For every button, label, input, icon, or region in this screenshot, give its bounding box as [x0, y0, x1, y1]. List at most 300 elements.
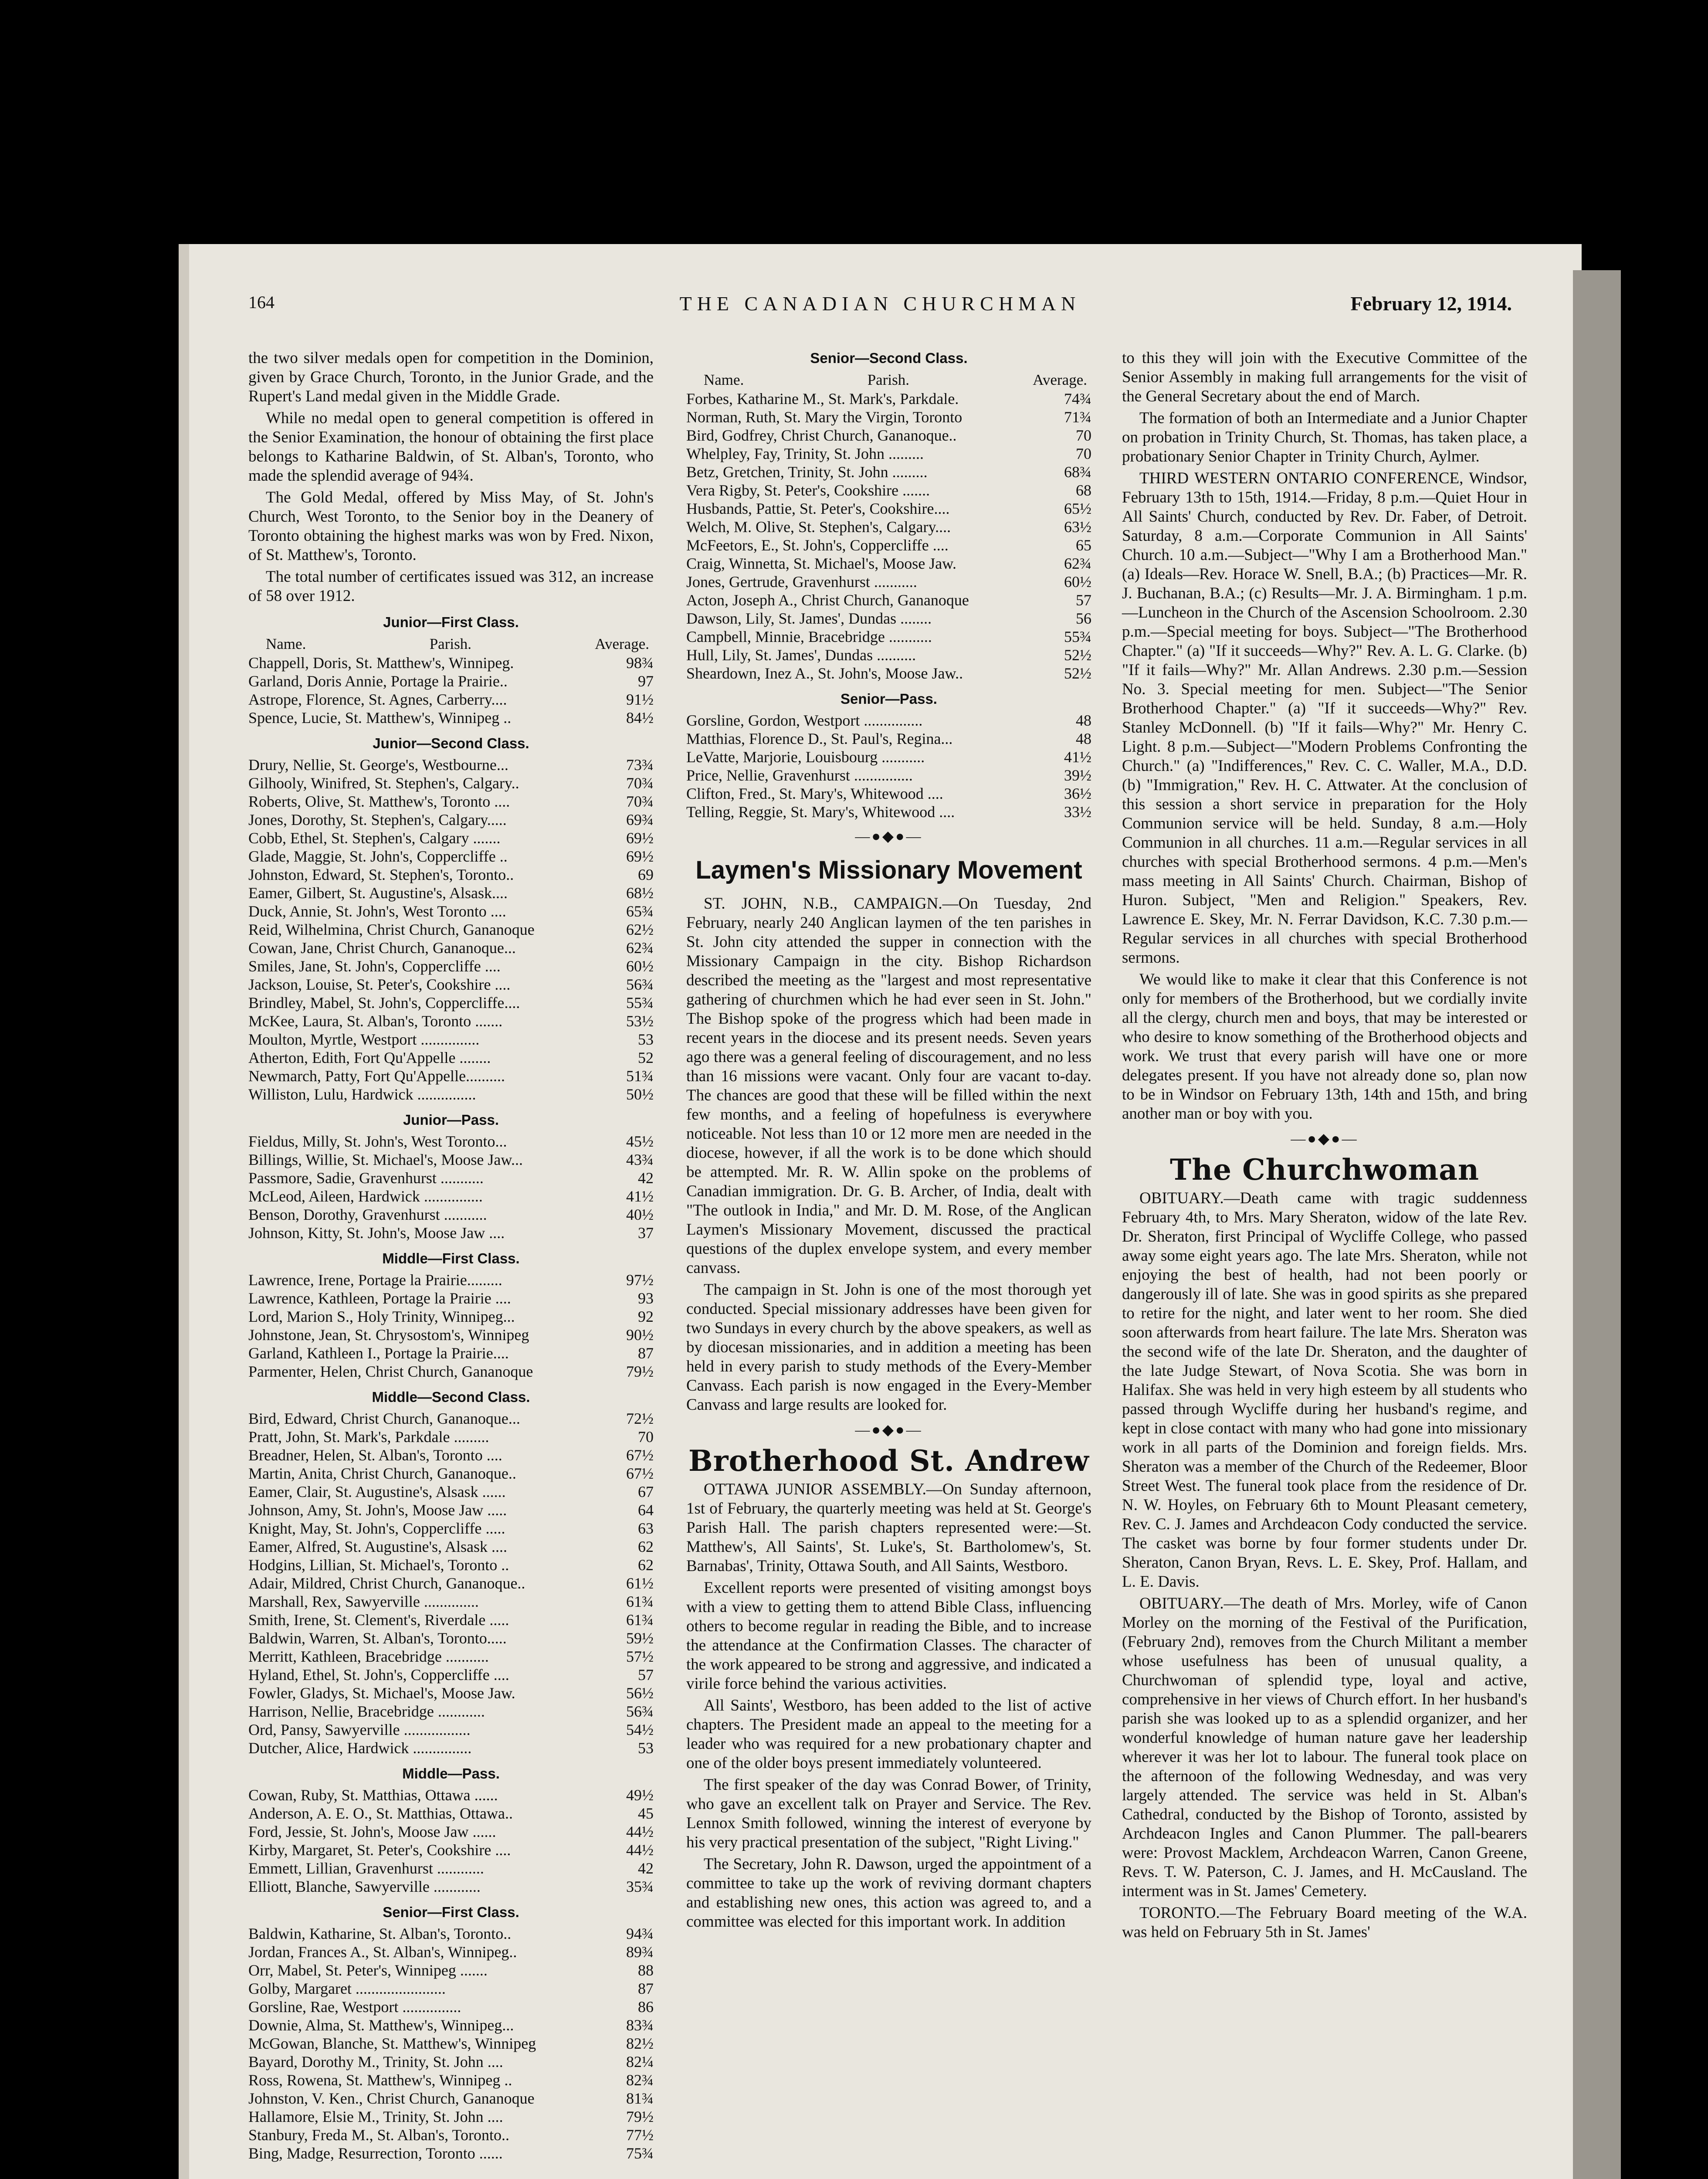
- list-item: [248, 1030, 654, 1049]
- entry-name: Atherton, Edith, Fort Qu'Appelle ........: [248, 1049, 491, 1066]
- result-list: [686, 711, 1091, 821]
- entry-average: 98¾: [626, 654, 654, 672]
- entry-name: Matthias, Florence D., St. Paul's, Regina...: [686, 730, 953, 747]
- entry-average: 65½: [1064, 500, 1091, 517]
- entry-average: 89¾: [626, 1943, 654, 1961]
- paragraph: The total number of certificates issued was 312, an increase of 58 over 1912.: [248, 568, 654, 605]
- paragraph: TORONTO.—The February Board meeting of the W.A. was held on February 5th in St. James': [1122, 1904, 1527, 1941]
- entry-name: Merritt, Kathleen, Bracebridge ...........: [248, 1648, 489, 1665]
- header-average: Average.: [1033, 371, 1087, 388]
- entry-average: 64: [638, 1501, 654, 1519]
- entry-average: 70: [1076, 427, 1091, 444]
- entry-average: 97½: [626, 1271, 654, 1289]
- result-list: [248, 756, 654, 1103]
- list-item: [248, 1877, 654, 1896]
- entry-name: McGowan, Blanche, St. Matthew's, Winnipeg: [248, 2035, 536, 2052]
- list-item: [686, 518, 1091, 536]
- entry-name: Jones, Gertrude, Gravenhurst ...........: [686, 573, 917, 591]
- entry-name: Fowler, Gladys, St. Michael's, Moose Jaw.: [248, 1684, 515, 1702]
- entry-name: Telling, Reggie, St. Mary's, Whitewood ....: [686, 803, 955, 821]
- entry-name: Clifton, Fred., St. Mary's, Whitewood ....: [686, 785, 943, 802]
- list-item: [248, 1205, 654, 1224]
- entry-name: Anderson, A. E. O., St. Matthias, Ottawa..: [248, 1805, 513, 1822]
- entry-average: 41½: [626, 1188, 654, 1205]
- entry-average: 37: [638, 1224, 654, 1242]
- list-item: [686, 408, 1091, 426]
- entry-average: 70: [1076, 445, 1091, 462]
- entry-name: Smith, Irene, St. Clement's, Riverdale .....: [248, 1611, 509, 1629]
- list-item: [248, 2126, 654, 2144]
- issue-date: February 12, 1914.: [1350, 292, 1512, 315]
- list-item: [248, 1428, 654, 1446]
- paragraph: The Secretary, John R. Dawson, urged the appointment of a committee to take up the work of reviving dormant chapters and establishing new ones, this action was agreed to, and a committee was elected for this important work. In addition: [686, 1855, 1091, 1931]
- entry-name: Garland, Kathleen I., Portage la Prairie....: [248, 1344, 509, 1362]
- list-item: [248, 1169, 654, 1187]
- entry-name: Marshall, Rex, Sawyerville ..............: [248, 1593, 479, 1610]
- entry-average: 53: [638, 1739, 654, 1757]
- page-binding-edge: [179, 244, 189, 2179]
- entry-average: 86: [638, 1998, 654, 2016]
- entry-average: 75¾: [626, 2145, 654, 2162]
- entry-name: Smiles, Jane, St. John's, Coppercliffe ....: [248, 957, 501, 975]
- entry-average: 35¾: [626, 1878, 654, 1895]
- entry-name: Eamer, Gilbert, St. Augustine's, Alsask....: [248, 884, 508, 902]
- entry-name: Fieldus, Milly, St. John's, West Toronto...: [248, 1133, 507, 1150]
- list-item: [686, 573, 1091, 591]
- list-item: [248, 1943, 654, 1961]
- entry-name: Sheardown, Inez A., St. John's, Moose Jaw..: [686, 665, 963, 682]
- entry-average: 65¾: [626, 903, 654, 920]
- entry-average: 87: [638, 1980, 654, 1997]
- list-item: [248, 690, 654, 709]
- entry-name: Bing, Madge, Resurrection, Toronto ......: [248, 2145, 503, 2162]
- list-item: [248, 1859, 654, 1877]
- entry-name: Orr, Mabel, St. Peter's, Winnipeg .......: [248, 1962, 488, 1979]
- entry-average: 82¾: [626, 2071, 654, 2089]
- entry-average: 82½: [626, 2035, 654, 2052]
- entry-average: 69½: [626, 829, 654, 847]
- entry-average: 92: [638, 1308, 654, 1325]
- list-item: [686, 536, 1091, 554]
- entry-name: Craig, Winnetta, St. Michael's, Moose Jaw.: [686, 555, 956, 572]
- entry-name: Garland, Doris Annie, Portage la Prairie..: [248, 672, 508, 690]
- entry-name: McFeetors, E., St. John's, Coppercliffe ....: [686, 536, 949, 554]
- paragraph: While no medal open to general competition is offered in the Senior Examination, the honour of obtaining the first place belongs to Katharine Baldwin, of St. Alban's, Toronto, who made the splendid average of 94¾.: [248, 409, 654, 485]
- list-item: [686, 554, 1091, 573]
- list-item: [686, 803, 1091, 821]
- list-item: [248, 865, 654, 884]
- entry-average: 81¾: [626, 2090, 654, 2107]
- entry-name: Drury, Nellie, St. George's, Westbourne...: [248, 756, 508, 774]
- entry-average: 61¾: [626, 1611, 654, 1629]
- list-item: [248, 902, 654, 920]
- entry-average: 68½: [626, 884, 654, 902]
- list-item: [248, 1666, 654, 1684]
- entry-name: Spence, Lucie, St. Matthew's, Winnipeg ..: [248, 709, 512, 726]
- entry-name: Hallamore, Elsie M., Trinity, St. John ....: [248, 2108, 503, 2125]
- list-item: [686, 390, 1091, 408]
- entry-average: 70¾: [626, 793, 654, 810]
- list-item: [248, 1786, 654, 1804]
- paragraph: OTTAWA JUNIOR ASSEMBLY.—On Sunday afternoon, 1st of February, the quarterly meeting was held at St. George's Parish Hall. The parish chapters represented were:—St. Matthew's, All Saints', St. Luke's, St. Bartholomew's, St. Barnabas', Trinity, Ottawa South, and All Saints, Westboro.: [686, 1480, 1091, 1575]
- list-item: [248, 1739, 654, 1757]
- entry-average: 61¾: [626, 1593, 654, 1610]
- header-name: Name.: [266, 635, 306, 652]
- entry-name: Cowan, Jane, Christ Church, Gananoque...: [248, 939, 516, 957]
- entry-average: 68¾: [1064, 463, 1091, 481]
- entry-average: 42: [638, 1169, 654, 1187]
- list-item: [248, 975, 654, 994]
- entry-average: 49½: [626, 1786, 654, 1804]
- entry-average: 51¾: [626, 1067, 654, 1085]
- entry-name: Lord, Marion S., Holy Trinity, Winnipeg...: [248, 1308, 515, 1325]
- header-parish: Parish.: [867, 371, 909, 388]
- list-item: [248, 2108, 654, 2126]
- list-item: [248, 1684, 654, 1702]
- entry-name: McKee, Laura, St. Alban's, Toronto .......: [248, 1012, 503, 1030]
- paragraph: OBITUARY.—Death came with tragic suddenness February 4th, to Mrs. Mary Sheraton, widow of the late Rev. Dr. Sheraton, first Principal of Wycliffe College, who passed away some eight years ago. The late Mrs. Sheraton, while not enjoying the best of health, had not been poorly or dangerously ill of late. She was in good spirits as she prepared to retire for the night, and later went to her room. She died soon afterwards from heart failure. The late Mrs. Sheraton was the second wife of the late Dr. Sheraton, and the daughter of the late Judge Stewart, of Nova Scotia. She was born in Halifax. She was held in very high esteem by all students who passed through Wycliffe during her husband's regime, and kept in close contact with many who had gone into missionary work in all parts of the Dominion and foreign fields. Mrs. Sheraton was a member of the Church of the Redeemer, Bloor Street West. The funeral took place from the residence of Dr. N. W. Hoyles, on February 6th to Mount Pleasant cemetery, Rev. C. J. James and Archdeacon Cody conducted the service. The casket was borne by four former students under Dr. Sheraton, Canon Bryan, Revs. L. E. Skey, Prof. Hallam, and L. E. Davis.: [1122, 1189, 1527, 1591]
- entry-average: 39½: [1064, 767, 1091, 784]
- list-item: [248, 884, 654, 902]
- list-item: [248, 709, 654, 727]
- list-item: [248, 1224, 654, 1242]
- paragraph: the two silver medals open for competition in the Dominion, given by Grace Church, Toronto, in the Junior Grade, and the Rupert's Land medal given in the Middle Grade.: [248, 349, 654, 405]
- entry-average: 67: [638, 1483, 654, 1500]
- entry-name: Cobb, Ethel, St. Stephen's, Calgary .......: [248, 829, 501, 847]
- entry-average: 45½: [626, 1133, 654, 1150]
- entry-name: Jones, Dorothy, St. Stephen's, Calgary.....: [248, 811, 507, 828]
- header-name: Name.: [704, 371, 744, 388]
- list-item: [686, 730, 1091, 748]
- list-item: [248, 1409, 654, 1428]
- entry-name: McLeod, Aileen, Hardwick ...............: [248, 1188, 483, 1205]
- entry-average: 97: [638, 672, 654, 690]
- entry-name: Campbell, Minnie, Bracebridge ...........: [686, 628, 932, 645]
- entry-average: 93: [638, 1290, 654, 1307]
- entry-average: 70: [638, 1428, 654, 1446]
- column-2: [686, 349, 1091, 1934]
- entry-name: Parmenter, Helen, Christ Church, Gananoque: [248, 1363, 533, 1380]
- entry-average: 55¾: [626, 994, 654, 1011]
- list-item: [686, 609, 1091, 628]
- section-subhead: Junior—First Class.: [383, 614, 519, 630]
- result-list: [248, 654, 654, 727]
- entry-average: 59½: [626, 1629, 654, 1647]
- list-item: [686, 591, 1091, 609]
- paragraph: The formation of both an Intermediate and a Junior Chapter on probation in Trinity Church, St. Thomas, has taken place, a probationary Senior Chapter in Trinity Church, Aylmer.: [1122, 409, 1527, 465]
- entry-average: 52: [638, 1049, 654, 1066]
- list-item: [248, 1049, 654, 1067]
- list-item: [248, 792, 654, 811]
- entry-average: 87: [638, 1344, 654, 1362]
- entry-name: Dawson, Lily, St. James', Dundas ........: [686, 610, 932, 627]
- section-subhead: Senior—Second Class.: [810, 350, 968, 366]
- list-item: [248, 1289, 654, 1307]
- paragraph: OBITUARY.—The death of Mrs. Morley, wife of Canon Morley on the morning of the Festival of the Purification, (February 2nd), removes from the Church Militant a member whose usefulness has been of unusual quality, a Churchwoman of splendid type, loyal and active, comprehensive in her views of Church effort. In her husband's parish she was looked up to as a splendid organizer, and her wonderful knowledge of human nature gave her leadership wherever it was her lot to labour. The funeral took place on the afternoon of the following Wednesday, and was very largely attended. The service was held in St. Alban's Cathedral, conducted by the Bishop of Toronto, assisted by Archdeacon Ingles and Canon Plummer. The pall-bearers were: Provost Macklem, Archdeacon Warren, Canon Greene, Revs. T. W. Paterson, C. J. James, and H. McCausland. The interment was in St. James' Cemetery.: [1122, 1595, 1527, 1900]
- list-item: [686, 664, 1091, 682]
- result-list: [248, 1271, 654, 1381]
- paragraph: The campaign in St. John is one of the most thorough yet conducted. Special missionary addresses have been given for two Sundays in every church by the above speakers, as well as by diocesan missionaries, and in addition a meeting has been held in every parish to study methods of the Every-Member Canvass. Each parish is now engaged in the Every-Member Canvass and large results are looked for.: [686, 1281, 1091, 1414]
- entry-name: Whelpley, Fay, Trinity, St. John .........: [686, 445, 924, 462]
- result-list: [248, 1786, 654, 1896]
- entry-name: Moulton, Myrtle, Westport ...............: [248, 1031, 480, 1048]
- entry-average: 88: [638, 1962, 654, 1979]
- list-item: [248, 1979, 654, 1998]
- entry-average: 79½: [626, 2108, 654, 2125]
- list-item: [248, 811, 654, 829]
- entry-average: 60½: [1064, 573, 1091, 591]
- list-item: [248, 1132, 654, 1151]
- page-number: 164: [248, 292, 274, 312]
- list-item: [248, 1085, 654, 1103]
- entry-average: 69¾: [626, 811, 654, 828]
- entry-average: 36½: [1064, 785, 1091, 802]
- section-subhead: Junior—Second Class.: [373, 735, 529, 751]
- entry-name: Price, Nellie, Gravenhurst ...............: [686, 767, 913, 784]
- section-subhead: Junior—Pass.: [403, 1112, 499, 1128]
- paragraph: All Saints', Westboro, has been added to the list of active chapters. The President made an appeal to the meeting for a leader who was required for a new probationary chapter and one of the older boys present immediately volunteered.: [686, 1697, 1091, 1772]
- list-item: [248, 1702, 654, 1721]
- list-item: [248, 2034, 654, 2053]
- entry-name: Hyland, Ethel, St. John's, Coppercliffe ....: [248, 1666, 509, 1683]
- list-item: [686, 784, 1091, 803]
- entry-name: Breadner, Helen, St. Alban's, Toronto ....: [248, 1446, 502, 1464]
- entry-average: 91½: [626, 691, 654, 708]
- result-list: [248, 1409, 654, 1757]
- list-item: [248, 1446, 654, 1464]
- entry-name: Eamer, Clair, St. Augustine's, Alsask ......: [248, 1483, 506, 1500]
- entry-average: 40½: [626, 1206, 654, 1223]
- entry-name: Johnston, V. Ken., Christ Church, Gananoque: [248, 2090, 535, 2107]
- list-item: [248, 756, 654, 774]
- list-item: [686, 766, 1091, 784]
- list-item: [248, 1483, 654, 1501]
- entry-average: 62½: [626, 921, 654, 938]
- entry-average: 44½: [626, 1841, 654, 1859]
- section-subhead: Senior—First Class.: [383, 1904, 519, 1920]
- entry-average: 82¼: [626, 2053, 654, 2070]
- entry-name: Bayard, Dorothy M., Trinity, St. John ....: [248, 2053, 503, 2070]
- list-item: [686, 445, 1091, 463]
- column-3: [1122, 349, 1527, 1945]
- entry-average: 44½: [626, 1823, 654, 1840]
- list-item: [686, 481, 1091, 499]
- header-average: Average.: [595, 635, 649, 652]
- entry-average: 72½: [626, 1410, 654, 1427]
- list-item: [248, 1841, 654, 1859]
- result-list: [248, 1924, 654, 2162]
- entry-average: 55¾: [1064, 628, 1091, 645]
- entry-name: Williston, Lulu, Hardwick ...............: [248, 1086, 476, 1103]
- paragraph: Excellent reports were presented of visiting amongst boys with a view to getting them to attend Bible Class, influencing others to become regular in reading the Bible, and to increase the attendance at the Confirmation Classes. The character of the work appeared to be strong and aggressive, and indicated a virile force behind the various activities.: [686, 1579, 1091, 1693]
- entry-name: Welch, M. Olive, St. Stephen's, Calgary....: [686, 518, 951, 536]
- entry-name: Martin, Anita, Christ Church, Gananoque..: [248, 1465, 516, 1482]
- entry-average: 62¾: [626, 939, 654, 957]
- entry-average: 63: [638, 1520, 654, 1537]
- entry-name: Reid, Wilhelmina, Christ Church, Gananoque: [248, 921, 535, 938]
- entry-average: 62¾: [1064, 555, 1091, 572]
- list-item: [686, 711, 1091, 730]
- list-item: [686, 463, 1091, 481]
- entry-average: 53½: [626, 1012, 654, 1030]
- entry-name: Gorsline, Rae, Westport ...............: [248, 1998, 461, 2016]
- list-item: [248, 2144, 654, 2162]
- paragraph: to this they will join with the Executive Committee of the Senior Assembly in making full arrangements for the visit of the General Secretary about the end of March.: [1122, 349, 1527, 405]
- column-1: [248, 349, 654, 2162]
- list-item: [248, 1823, 654, 1841]
- entry-name: Duck, Annie, St. John's, West Toronto ....: [248, 903, 506, 920]
- entry-average: 68: [1076, 482, 1091, 499]
- entry-name: LeVatte, Marjorie, Louisbourg ...........: [686, 748, 925, 766]
- list-item: [248, 1998, 654, 2016]
- list-item: [248, 1629, 654, 1647]
- entry-name: Chappell, Doris, St. Matthew's, Winnipeg.: [248, 654, 514, 672]
- entry-name: Bird, Edward, Christ Church, Gananoque...: [248, 1410, 520, 1427]
- list-item: [686, 646, 1091, 664]
- entry-average: 74¾: [1064, 390, 1091, 407]
- entry-average: 56½: [626, 1684, 654, 1702]
- entry-name: Norman, Ruth, St. Mary the Virgin, Toronto: [686, 408, 962, 426]
- list-item: [248, 920, 654, 939]
- list-item: [248, 1344, 654, 1362]
- entry-name: Baldwin, Katharine, St. Alban's, Toronto..: [248, 1925, 512, 1942]
- entry-name: Ross, Rowena, St. Matthew's, Winnipeg ..: [248, 2071, 512, 2089]
- entry-name: Baldwin, Warren, St. Alban's, Toronto.....: [248, 1629, 507, 1647]
- entry-name: Gilhooly, Winifred, St. Stephen's, Calgary..: [248, 774, 519, 792]
- list-item: [248, 1611, 654, 1629]
- entry-average: 43¾: [626, 1151, 654, 1168]
- entry-average: 41½: [1064, 748, 1091, 766]
- entry-name: Astrope, Florence, St. Agnes, Carberry....: [248, 691, 507, 708]
- entry-name: Golby, Margaret .......................: [248, 1980, 446, 1997]
- entry-average: 63½: [1064, 518, 1091, 536]
- entry-average: 62: [638, 1556, 654, 1574]
- entry-name: Lawrence, Kathleen, Portage la Prairie ....: [248, 1290, 511, 1307]
- paragraph: ST. JOHN, N.B., CAMPAIGN.—On Tuesday, 2nd February, nearly 240 Anglican laymen of the ten parishes in St. John city attended the supper in connection with the Missionary Campaign in the city. Bishop Richardson described the meeting as the "largest and most representative gathering of churchmen which he had ever seen in St. John." The Bishop spoke of the progress which had been made in recent years in the diocese and its present needs. Seven years ago there was a general feeling of discouragement, and no less than 16 missions were vacant. Only four are vacant to-day. The chances are good that these will be filled within the next few months, and a feeling of hopefulness is everywhere noticeable. Not less than 10 or 12 more men are needed in the diocese, however, if all the work is to be done which should be attempted. Mr. R. W. Allin spoke on the problems of Canadian immigration. Dr. G. B. Archer, of India, dealt with "The outlook in India," and Mr. D. M. Rose, of the Anglican Laymen's Missionary Movement, discussed the practical questions of the duplex envelope system, and every member canvass.: [686, 895, 1091, 1277]
- entry-name: Passmore, Sadie, Gravenhurst ...........: [248, 1169, 484, 1187]
- entry-name: Adair, Mildred, Christ Church, Gananoque..: [248, 1575, 525, 1592]
- section-subhead: Middle—First Class.: [382, 1250, 520, 1266]
- article-heading-brotherhood: Brotherhood St. Andrew: [688, 1444, 1089, 1478]
- entry-name: Johnson, Kitty, St. John's, Moose Jaw ....: [248, 1224, 505, 1242]
- entry-name: Knight, May, St. John's, Coppercliffe .....: [248, 1520, 505, 1537]
- entry-name: Jordan, Frances A., St. Alban's, Winnipeg..: [248, 1943, 517, 1961]
- list-item: [248, 1592, 654, 1611]
- entry-name: Betz, Gretchen, Trinity, St. John .........: [686, 463, 928, 481]
- paragraph: We would like to make it clear that this Conference is not only for members of the Brotherhood, but we cordially invite all the clergy, church men and boys, that may be interested or who desire to know something of the Brotherhood objects and work. We trust that every parish will have one or more delegates present. If you have not already done so, plan now to be in Windsor on February 13th, 14th and 15th, and bring another man or boy with you.: [1122, 971, 1527, 1123]
- entry-name: Dutcher, Alice, Hardwick ...............: [248, 1739, 472, 1757]
- entry-name: Jackson, Louise, St. Peter's, Cookshire ....: [248, 976, 511, 993]
- list-item: [248, 829, 654, 847]
- list-item: [248, 957, 654, 975]
- entry-average: 60½: [626, 957, 654, 975]
- article-heading-laymens-missionary: Laymen's Missionary Movement: [695, 856, 1082, 884]
- entry-average: 67½: [626, 1446, 654, 1464]
- entry-average: 53: [638, 1031, 654, 1048]
- entry-name: Ford, Jessie, St. John's, Moose Jaw ......: [248, 1823, 496, 1840]
- entry-average: 57½: [626, 1648, 654, 1665]
- entry-name: Hull, Lily, St. James', Dundas ..........: [686, 646, 916, 664]
- list-item: [248, 2053, 654, 2071]
- entry-name: Pratt, John, St. Mark's, Parkdale .........: [248, 1428, 489, 1446]
- list-item: [686, 748, 1091, 766]
- entry-average: 57: [638, 1666, 654, 1683]
- section-subhead: Middle—Pass.: [402, 1765, 500, 1782]
- list-item: [248, 1362, 654, 1381]
- entry-name: Kirby, Margaret, St. Peter's, Cookshire ....: [248, 1841, 511, 1859]
- list-item: [248, 654, 654, 672]
- entry-average: 84½: [626, 709, 654, 726]
- entry-average: 90½: [626, 1326, 654, 1344]
- list-item: [248, 1556, 654, 1574]
- entry-average: 69: [638, 866, 654, 883]
- entry-name: Emmett, Lillian, Gravenhurst ............: [248, 1860, 484, 1877]
- paragraph: The first speaker of the day was Conrad Bower, of Trinity, who gave an excellent talk on Prayer and Service. The Rev. Lennox Smith followed, winning the interest of everyone by his very practical presentation of the subject, "Right Living.": [686, 1776, 1091, 1851]
- entry-average: 62: [638, 1538, 654, 1555]
- adjacent-page-edge: [1573, 270, 1621, 2179]
- entry-name: Benson, Dorothy, Gravenhurst ...........: [248, 1206, 487, 1223]
- list-item: [248, 1519, 654, 1538]
- result-list: [248, 1132, 654, 1242]
- list-item: [248, 2016, 654, 2034]
- list-item: [248, 994, 654, 1012]
- list-item: [248, 774, 654, 792]
- entry-name: Eamer, Alfred, St. Augustine's, Alsask ....: [248, 1538, 507, 1555]
- list-item: [248, 2071, 654, 2089]
- list-item: [248, 847, 654, 865]
- entry-average: 70¾: [626, 774, 654, 792]
- ornament-divider: —●◆●—: [855, 828, 923, 845]
- journal-title: THE CANADIAN CHURCHMAN: [679, 292, 1081, 315]
- ornament-divider: —●◆●—: [855, 1422, 923, 1438]
- table-column-header: [686, 370, 1091, 390]
- list-item: [248, 1151, 654, 1169]
- article-heading-churchwoman: The Churchwoman: [1170, 1153, 1479, 1187]
- entry-average: 50½: [626, 1086, 654, 1103]
- entry-name: Harrison, Nellie, Bracebridge ............: [248, 1703, 485, 1720]
- newspaper-page: [179, 244, 1582, 2179]
- entry-name: Cowan, Ruby, St. Matthias, Ottawa ......: [248, 1786, 498, 1804]
- entry-name: Husbands, Pattie, St. Peter's, Cookshire....: [686, 500, 950, 517]
- page-header: [248, 292, 1512, 318]
- entry-average: 67½: [626, 1465, 654, 1482]
- entry-average: 45: [638, 1805, 654, 1822]
- list-item: [248, 1961, 654, 1979]
- list-item: [248, 1721, 654, 1739]
- list-item: [248, 1307, 654, 1326]
- list-item: [686, 499, 1091, 518]
- entry-average: 52½: [1064, 665, 1091, 682]
- entry-name: Elliott, Blanche, Sawyerville ............: [248, 1878, 481, 1895]
- entry-name: Brindley, Mabel, St. John's, Coppercliffe....: [248, 994, 520, 1011]
- entry-name: Bird, Godfrey, Christ Church, Gananoque..: [686, 427, 957, 444]
- list-item: [248, 1538, 654, 1556]
- entry-name: Billings, Willie, St. Michael's, Moose Jaw...: [248, 1151, 523, 1168]
- entry-average: 94¾: [626, 1925, 654, 1942]
- list-item: [248, 1804, 654, 1823]
- entry-name: Vera Rigby, St. Peter's, Cookshire .......: [686, 482, 930, 499]
- entry-average: 54½: [626, 1721, 654, 1738]
- entry-average: 48: [1076, 712, 1091, 729]
- entry-average: 71¾: [1064, 408, 1091, 426]
- entry-name: Glade, Maggie, St. John's, Coppercliffe ..: [248, 848, 508, 865]
- entry-name: Acton, Joseph A., Christ Church, Gananoque: [686, 591, 969, 609]
- entry-name: Stanbury, Freda M., St. Alban's, Toronto..: [248, 2126, 509, 2144]
- entry-average: 69½: [626, 848, 654, 865]
- entry-average: 83¾: [626, 2016, 654, 2034]
- section-subhead: Senior—Pass.: [840, 691, 937, 707]
- list-item: [248, 939, 654, 957]
